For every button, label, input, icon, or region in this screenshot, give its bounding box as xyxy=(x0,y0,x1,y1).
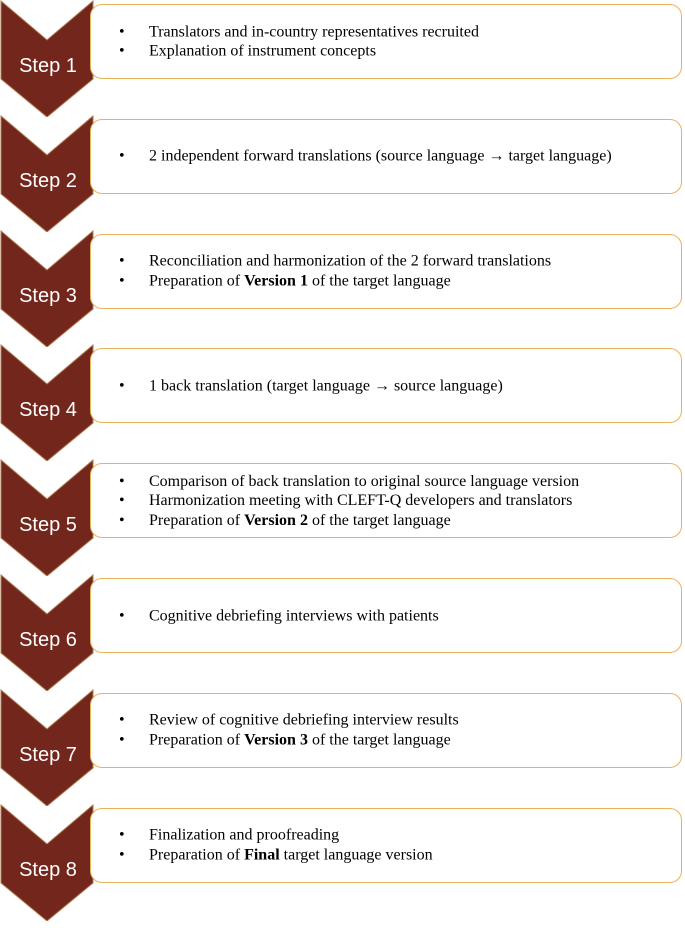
bullet-text: of the target language xyxy=(307,731,451,749)
bullet-item xyxy=(119,826,677,846)
bullet-text: Reconciliation and harmonization of the 2 forward translations xyxy=(149,252,552,270)
step-description-box xyxy=(90,119,682,194)
bold-text: Version 2 xyxy=(244,511,308,529)
bullet-text: of the target language xyxy=(307,511,451,529)
step-label: Step 8 xyxy=(19,858,77,881)
step-4 xyxy=(0,344,685,461)
bullet-list xyxy=(119,22,677,61)
bullet-text: Preparation of xyxy=(149,731,245,749)
bullet-list xyxy=(119,376,677,396)
step-5 xyxy=(0,459,685,576)
step-8 xyxy=(0,804,685,921)
bullet-item xyxy=(119,845,677,865)
step-label: Step 6 xyxy=(19,629,77,651)
bullet-item xyxy=(119,471,677,491)
step-label: Step 4 xyxy=(19,399,77,422)
step-2 xyxy=(0,115,685,232)
step-description-box xyxy=(90,463,682,538)
bullet-text: Preparation of xyxy=(149,511,245,529)
bullet-list xyxy=(119,606,677,626)
bullet-item xyxy=(119,147,677,167)
bullet-list xyxy=(119,471,677,530)
step-description-box xyxy=(90,693,682,768)
bullet-text: 2 independent forward translations (source language → target language) xyxy=(149,147,612,165)
bullet-item xyxy=(119,606,677,626)
step-label: Step 1 xyxy=(19,55,77,77)
bullet-text: Comparison of back translation to original source language version xyxy=(149,472,580,490)
bold-text: Version 1 xyxy=(244,272,308,290)
bullet-text: 1 back translation (target language → source language) xyxy=(149,377,503,395)
step-description-box xyxy=(90,4,682,79)
bullet-item xyxy=(119,22,677,42)
bullet-text: Translators and in-country representatives recruited xyxy=(149,23,479,40)
step-description-box xyxy=(90,808,682,883)
bullet-item xyxy=(119,730,677,750)
bullet-item xyxy=(119,491,677,511)
step-label: Step 2 xyxy=(19,169,77,192)
step-label: Step 7 xyxy=(19,743,77,766)
bullet-text: target language version xyxy=(279,846,433,864)
bullet-text: of the target language xyxy=(307,272,451,290)
step-description-box xyxy=(90,578,682,653)
bullet-text: Finalization and proofreading xyxy=(149,826,340,844)
step-description-box xyxy=(90,234,682,309)
step-label: Step 3 xyxy=(19,284,77,307)
step-3 xyxy=(0,230,685,347)
bullet-text: Harmonization meeting with CLEFT-Q developers and translators xyxy=(149,491,573,509)
bold-text: Final xyxy=(244,846,280,864)
step-description-box xyxy=(90,348,682,423)
bullet-list xyxy=(119,252,677,291)
bullet-item xyxy=(119,42,677,62)
bullet-item xyxy=(119,252,677,272)
bullet-item xyxy=(119,711,677,731)
bullet-text: Explanation of instrument concepts xyxy=(149,42,377,60)
bullet-list xyxy=(119,147,677,167)
bullet-list xyxy=(119,826,677,865)
step-label: Step 5 xyxy=(19,514,77,537)
step-7 xyxy=(0,689,685,806)
step-1 xyxy=(0,0,685,117)
bullet-item xyxy=(119,376,677,396)
bullet-list xyxy=(119,711,677,750)
bullet-item xyxy=(119,510,677,530)
step-6 xyxy=(0,574,685,691)
bold-text: Version 3 xyxy=(244,731,308,749)
bullet-text: Preparation of xyxy=(149,846,245,864)
bullet-text: Cognitive debriefing interviews with patients xyxy=(149,606,439,624)
bullet-text: Preparation of xyxy=(149,272,245,290)
bullet-text: Review of cognitive debriefing interview results xyxy=(149,711,459,729)
bullet-item xyxy=(119,271,677,291)
